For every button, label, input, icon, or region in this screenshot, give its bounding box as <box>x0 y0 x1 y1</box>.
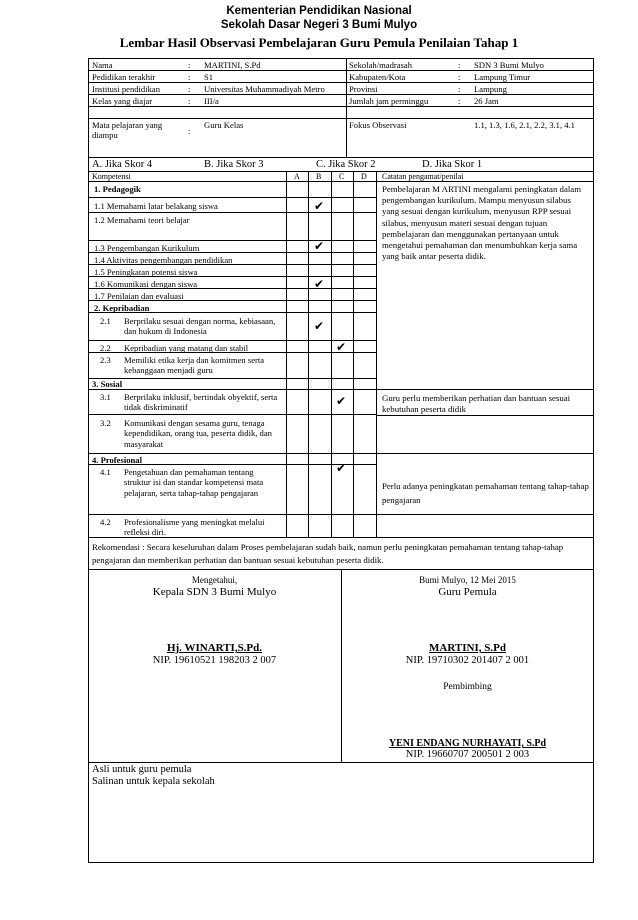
note-sosial: Guru perlu memberikan perhatian dan bantuan sesuai kebutuhan peserta didik <box>382 393 571 414</box>
provinsi-value: Lampung <box>474 84 507 94</box>
rule <box>88 82 594 83</box>
separator: : <box>188 72 191 82</box>
nama-label: Nama <box>92 60 113 70</box>
kepala-sekolah-nip: NIP. 19610521 198203 2 007 <box>152 655 277 666</box>
guru-pemula-name: MARTINI, S.Pd <box>429 642 506 654</box>
rule <box>88 70 594 71</box>
document-title: Lembar Hasil Observasi Pembelajaran Guru Pemula Penilaian Tahap 1 <box>119 35 519 50</box>
row-1-7: 1.7 Penilaian dan evaluasi <box>94 291 184 301</box>
header-catatan: Catatan pengamat/penilai <box>382 172 464 181</box>
row-3-1-text: Berprilaku inklusif, bertindak obyektif, serta tidak diskriminatif <box>124 392 278 413</box>
guru-pemula-role: Guru Pemula <box>438 586 497 598</box>
separator: : <box>458 84 461 94</box>
separator: : <box>188 84 191 94</box>
pembimbing-nip: NIP. 19660707 200501 2 003 <box>405 749 530 760</box>
rule <box>331 171 332 537</box>
header-kompetensi: Kompetensi <box>92 172 131 181</box>
score-a: A. Jika Skor 4 <box>92 159 153 170</box>
rule <box>376 453 594 454</box>
rule <box>88 118 594 119</box>
row-2-3-text: Memiliki etika kerja dan komitmen serta kebanggaan menjadi guru <box>124 355 265 376</box>
check-4-1-c: ✔ <box>336 461 347 475</box>
score-d: D. Jika Skor 1 <box>422 159 483 170</box>
row-4-2-text: Profesionalisme yang meningkat melalui refleksi diri. <box>124 517 265 538</box>
sekolah-value: SDN 3 Bumi Mulyo <box>474 60 544 70</box>
row-4-1-text: Pengetahuan dan pemahaman tentang struktur isi dan standar kompetensi mata pelajaran, serta tahap-tahap pengajaran <box>124 467 264 498</box>
row-1-6: 1.6 Komunikasi dengan siswa <box>94 279 198 289</box>
footer-salinan: Salinan untuk kepala sekolah <box>92 776 215 787</box>
header-d: D <box>361 172 367 181</box>
place-date: Bumi Mulyo, 12 Mei 2015 <box>419 575 516 585</box>
separator: : <box>188 60 191 70</box>
section-pedagogik: 1. Pedagogik <box>94 184 141 194</box>
header-a: A <box>294 172 300 181</box>
kabupaten-label: Kabupaten/Kota <box>349 72 406 82</box>
row-3-2-text: Komunikasi dengan sesama guru, tenaga kependidikan, orang tua, peserta didik, dan masyarakat <box>124 418 272 449</box>
mapel-label: Mata pelajaran yang diampu <box>92 120 163 141</box>
pendidikan-value: S1 <box>204 72 214 82</box>
fokus-value: 1.1, 1.3, 1.6, 2.1, 2.2, 3.1, 4.1 <box>474 120 575 130</box>
rule <box>88 106 594 107</box>
rule <box>376 171 377 537</box>
row-3-2-num: 3.2 <box>100 418 111 428</box>
rule <box>376 415 594 416</box>
note-profesional: Perlu adanya peningkatan pemahaman tentang tahap-tahap pengajaran <box>382 481 589 505</box>
provinsi-label: Provinsi <box>349 84 378 94</box>
rule <box>308 171 309 537</box>
separator: : <box>458 72 461 82</box>
school-heading: Sekolah Dasar Negeri 3 Bumi Mulyo <box>220 19 418 31</box>
institusi-label: Institusi pendidikan <box>92 84 161 94</box>
separator: : <box>188 126 191 136</box>
rule <box>286 171 287 537</box>
sekolah-label: Sekolah/madrasah <box>349 60 413 70</box>
ministry-heading: Kementerian Pendidikan Nasional <box>226 5 412 17</box>
note-pedagogik: Pembelajaran M ARTINI mengalami peningkatan dalam pengembangan kurikulum. Mampu menyusun silabus yang sesuai dengan kurikulum, menyusun RPP sesuai silabus, menyusun materi sesuai dengan tujuan pembelajaran dan menggunakan pertanyaan untuk mengetahui pemahaman dan menumbuhkan kerja sama yang baik antar peserta didik. <box>382 184 582 262</box>
check-2-2-c: ✔ <box>336 340 347 354</box>
rule <box>376 514 594 515</box>
rule <box>88 762 594 763</box>
mengetahui-label: Mengetahui, <box>191 575 238 585</box>
row-2-1-text: Berprilaku sesuai dengan norma, kebiasaan, dan hukum di Indonesia <box>124 316 276 337</box>
section-kepribadian: 2. Kepribadian <box>94 303 150 313</box>
check-2-1-b: ✔ <box>314 319 325 333</box>
rule <box>88 157 594 158</box>
nama-value: MARTINI, S.Pd <box>204 60 261 70</box>
pembimbing-label: Pembimbing <box>443 682 492 692</box>
jam-value: 26 Jam <box>474 96 499 106</box>
row-3-1-num: 3.1 <box>100 392 111 402</box>
rule <box>88 94 594 95</box>
kelas-label: Kelas yang diajar <box>92 96 153 106</box>
rule <box>353 171 354 537</box>
rekomendasi-text: Rekomendasi : Secara keseluruhan dalam Proses pembelajaran sudah baik, namun perlu peningkatan pemahaman tentang tahap-tahap pengajaran dan memberikan perhatian dan bantuan sesuai kebutuhan peserta didik. <box>92 542 564 565</box>
separator: : <box>458 60 461 70</box>
row-1-1: 1.1 Memahami latar belakang siswa <box>94 201 218 211</box>
check-1-1-b: ✔ <box>314 199 325 213</box>
section-profesional: 4. Profesional <box>92 455 142 465</box>
header-c: C <box>339 172 345 181</box>
jam-label: Jumlah jam perminggu <box>349 96 429 106</box>
kabupaten-value: Lampung Timur <box>474 72 531 82</box>
mapel-value: Guru Kelas <box>204 120 244 130</box>
kepala-sekolah-name: Hj. WINARTI,S.Pd. <box>166 642 263 654</box>
header-b: B <box>316 172 322 181</box>
row-2-2-text: Kepribadian yang matang dan stabil <box>124 343 249 353</box>
section-sosial: 3. Sosial <box>92 379 123 389</box>
check-1-6-b: ✔ <box>314 277 325 291</box>
separator: : <box>188 96 191 106</box>
score-b: B. Jika Skor 3 <box>204 159 264 170</box>
row-2-2-num: 2.2 <box>100 343 111 353</box>
score-c: C. Jika Skor 2 <box>316 159 376 170</box>
pendidikan-label: Pedidikan terakhir <box>92 72 156 82</box>
institusi-value: Universitas Muhammadiyah Metro <box>204 84 325 94</box>
row-4-1-num: 4.1 <box>100 467 111 477</box>
row-1-2: 1.2 Memahami teori belajar <box>94 215 190 225</box>
row-1-4: 1.4 Aktivitas pengembangan pendidikan <box>94 255 233 265</box>
footer-asli: Asli untuk guru pemula <box>92 764 192 775</box>
row-4-2-num: 4.2 <box>100 517 111 527</box>
row-2-3-num: 2.3 <box>100 355 111 365</box>
kepala-sekolah-role: Kepala SDN 3 Bumi Mulyo <box>152 586 277 598</box>
guru-pemula-nip: NIP. 19710302 201407 2 001 <box>405 655 530 666</box>
rule <box>346 58 347 157</box>
check-3-1-c: ✔ <box>336 394 347 408</box>
kelas-value: III/a <box>204 96 219 106</box>
rule <box>376 389 594 390</box>
row-1-3: 1.3 Pengembangan Kurikulum <box>94 243 200 253</box>
separator: : <box>458 96 461 106</box>
fokus-label: Fokus Observasi <box>349 120 407 130</box>
pembimbing-name: YENI ENDANG NURHAYATI, S.Pd <box>388 738 547 749</box>
check-1-3-b: ✔ <box>314 239 325 253</box>
row-2-1-num: 2.1 <box>100 316 111 326</box>
row-1-5: 1.5 Peningkatan potensi siswa <box>94 267 198 277</box>
